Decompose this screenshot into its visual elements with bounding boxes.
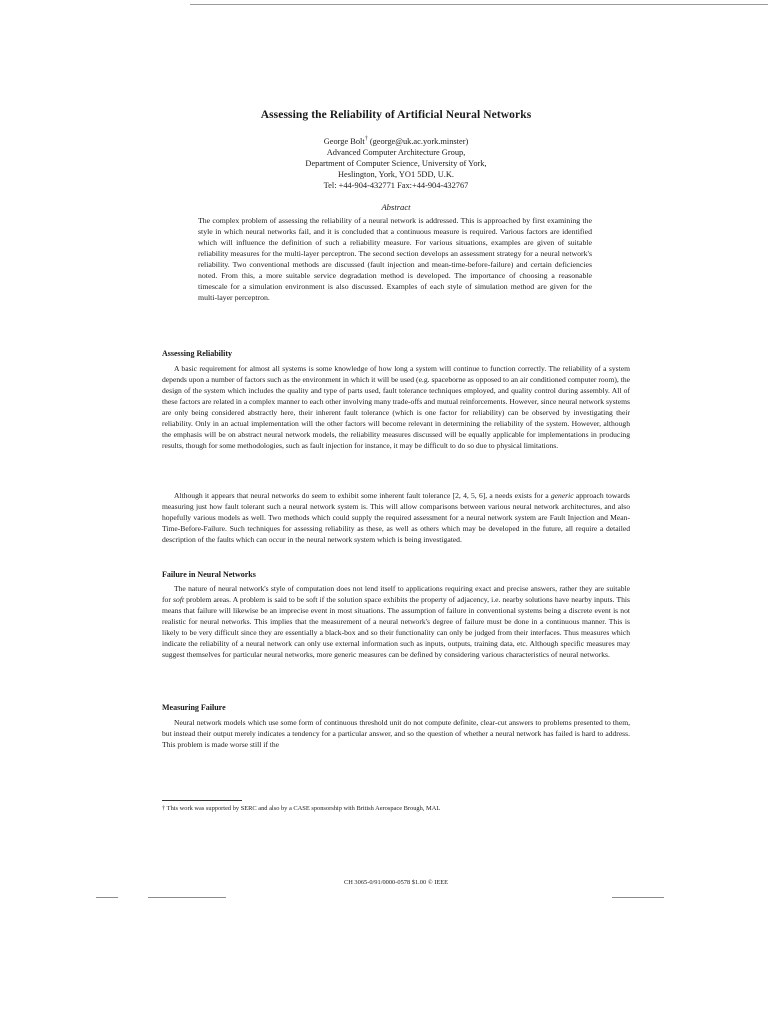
scan-edge-line — [612, 897, 664, 898]
scan-edge-line — [148, 897, 226, 898]
section-heading-failure: Failure in Neural Networks — [162, 570, 256, 579]
emphasis: generic — [550, 491, 574, 500]
affiliation-line: Department of Computer Science, University of York, — [305, 159, 487, 168]
section-heading-measuring: Measuring Failure — [162, 703, 226, 712]
author-name: George Bolt — [323, 137, 365, 146]
emphasis: soft — [172, 595, 184, 604]
paper-title: Assessing the Reliability of Artificial Neural Networks — [260, 109, 532, 121]
affiliation-line: Advanced Computer Architecture Group, — [326, 148, 466, 157]
paragraph-reliability-1: A basic requirement for almost all systems is some knowledge of how long a system will continue to function correctly. The reliability of a system depends upon a number of factors such as the environment in which it will be used (e.g. spaceborne as opposed to an air conditioned computer room), the design of the system which includes the quality and type of parts used, fault tolerance techniques employed, and quality control during assembly. All of these factors are related in a complex manner to each other involving many trade-offs and mutual reinforcements. However, since neural network systems are only being considered abstractly here, their inherent fault tolerance (which is one factor for reliability) can be observed by investigating their reliability. Only in an actual implementation will the other factors will become relevant in determining the reliability of the system. However, although the emphasis will be on abstract neural network models, the reliability measures discussed will be equally applicable for implementations in producing results, though for some methodologies, such as fault injection for instance, it may be difficult to do so due to physical limitations. — [162, 364, 630, 450]
abstract-heading: Abstract — [381, 202, 411, 212]
paragraph-measuring-1: Neural network models which use some form of continuous threshold unit do not compute definite, clear-cut answers to problems presented to them, but instead their output merely indicates a tendency for a particular answer, and so the question of whether a neural network has failed is hard to address. This problem is made worse still if the — [162, 718, 630, 749]
author-email: (george@uk.ac.york.minster) — [367, 137, 469, 146]
citation: [2, 4, 5, 6] — [452, 491, 486, 500]
paragraph-reliability-2: Although it appears that neural networks do seem to exhibit some inherent fault tolerance [2, 4, 5, 6], a needs exists for a generic approach towards measuring just how fault tolerant such a neural network system is. This will allow comparisons between various neural network architectures, and also hopefully various models as well. Two methods which could supply the required assessment for a neural network system are Fault Injection and Mean-Time-Before-Failure. Such techniques for assessing reliability as these, as well as others which may be developed in the future, all require a detailed description of the faults which can occur in the neural network system which is being investigated. — [162, 491, 630, 544]
footnote: † This work was supported by SERC and also by a CASE sponsorship with British Aerospace Brough, MAL — [162, 805, 441, 812]
scan-edge-line — [96, 897, 118, 898]
footnote-marker: † — [364, 136, 368, 142]
section-heading-assessing-reliability: Assessing Reliability — [162, 349, 233, 358]
author-line — [162, 136, 630, 147]
copyright-line: CH 3065-0/91/0000-0578 $1.00 © IEEE — [343, 879, 449, 886]
abstract-text: The complex problem of assessing the reliability of a neural network is addressed. This is approached by first examining the style in which neural networks fail, and it is concluded that a continuous measure is required. Various factors are identified which will influence the definition of such a reliability measure. For various situations, examples are given of suitable reliability measures for the multi-layer perceptron. The second section develops an assessment strategy for a neural network's reliability. Two conventional methods are discussed (fault injection and mean-time-before-failure) and certain deficiencies noted. From this, a more suitable service degradation method is developed. The importance of choosing a reasonable timescale for a simulation environment is also discussed. Examples of each style of simulation method are given for the multi-layer perceptron. — [198, 216, 592, 302]
scan-edge-line — [190, 4, 768, 5]
author-block — [162, 136, 630, 191]
contact-line: Tel: +44-904-432771 Fax:+44-904-432767 — [323, 181, 469, 190]
affiliation-line: Heslington, York, YO1 5DD, U.K. — [337, 170, 454, 179]
paragraph-failure-1: The nature of neural network's style of computation does not lend itself to applications requiring exact and precise answers, rather they are suitable for soft problem areas. A problem is said to be soft if the solution space exhibits the property of adjacency, i.e. nearby solutions have nearby inputs. This means that failure will likewise be an imprecise event in most situations. The assumption of failure in conventional systems being a discrete event is not realistic for neural networks. This implies that the measurement of a neural network's degree of failure must be done in a continuous manner. This is likely to be very difficult since they are essentially a black-box and so their functionality can only be judged from their interfaces. Thus measures which indicate the reliability of a neural network can only use external information such as inputs, outputs, training data, etc. Although specific measures may suggest themselves for particular neural networks, more generic measures can be defined by considering various characteristics of neural networks. — [162, 584, 630, 659]
footnote-rule — [162, 800, 242, 801]
